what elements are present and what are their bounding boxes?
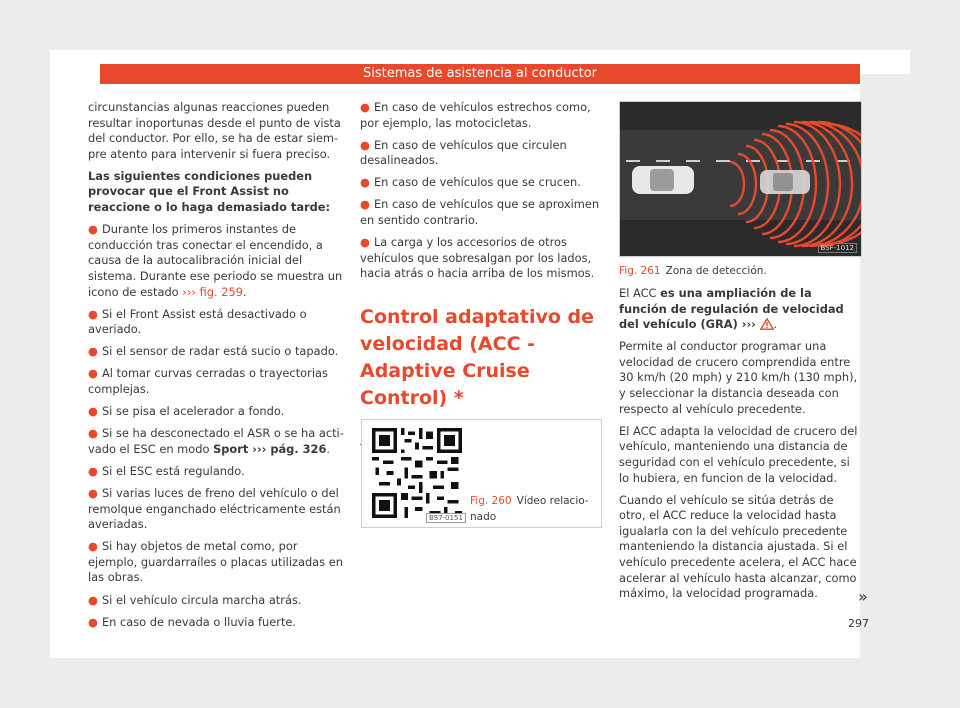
- qr-code-icon[interactable]: [372, 428, 462, 518]
- list-item: ● Al tomar curvas cerradas o trayectorias complejas.: [88, 366, 328, 396]
- list-item: ● Si el vehículo circula marcha atrás.: [88, 592, 302, 607]
- bullet-icon: ●: [88, 222, 98, 237]
- list-item: ● Si se pisa el acelerador a fondo.: [88, 404, 285, 419]
- list-item: ● Si varias luces de freno del vehículo o del remolque enganchado eléctricamente están averiadas.: [88, 485, 341, 532]
- column-middle: [360, 100, 600, 445]
- list-item: ● Si el ESC está regulando.: [88, 463, 245, 478]
- page-link[interactable]: Sport ››› pág. 326: [213, 441, 327, 456]
- page-gutter: [860, 74, 910, 658]
- bullet-icon: ●: [88, 614, 98, 629]
- paragraph: circunstancias algunas reacciones pueden resultar inoportunas desde el punto de vista del conductor. Por ello, se ha de estar siempre atento para intervenir si fuera preciso.: [88, 100, 341, 161]
- list-item: ● La carga y los accesorios de otros vehículos que sobresalgan por los lados, hacia atrás o hacia arriba de los mismos.: [360, 235, 595, 281]
- list-item: ● Si hay objetos de metal como, por ejemplo, guardarraíles o placas utilizadas en las obras.: [88, 539, 343, 585]
- figure-caption-text: Zona de detección.: [665, 265, 767, 277]
- figure-caption-text: Vídeo relacionado: [470, 495, 589, 523]
- bullet-icon: ●: [88, 344, 98, 359]
- chapter-header: Sistemas de asistencia al conductor: [100, 64, 860, 84]
- detection-zone-illustration: [620, 102, 861, 256]
- paragraph: Cuando el vehículo se sitúa detrás de otro, el ACC reduce la velocidad hasta igualarla con la del vehículo precedente manteniendo la distancia ajustada. Si el vehículo precedente acelera, el ACC hace acelerar al vehículo hasta alcanzar, como máximo, la velocidad programada.: [619, 492, 857, 601]
- warning-icon[interactable]: [760, 318, 774, 330]
- paragraph: Permite al conductor programar una velocidad de crucero comprendida entre 30 km/h (20 mph) y 210 km/h (130 mph), y seleccionar la distancia deseada con respecto al vehículo precedente.: [619, 339, 858, 416]
- conditions-heading: Las siguientes condiciones pueden provocar que el Front Assist no reaccione o lo haga demasiado tarde:: [88, 168, 331, 215]
- bullet-icon: ●: [88, 463, 98, 478]
- bullet-icon: ●: [88, 539, 98, 554]
- list-item: ● Si se ha desconectado el ASR o se ha activado el ESC en modo Sport ››› pág. 326.: [88, 426, 344, 456]
- list-item: ● Si el sensor de radar está sucio o tapado.: [88, 344, 339, 359]
- figure-261: [619, 101, 862, 257]
- figure-code: BS7-0151: [426, 513, 466, 523]
- bullet-icon: ●: [88, 485, 98, 500]
- figure-label: Fig. 260: [470, 495, 512, 507]
- bullet-icon: ●: [360, 197, 370, 212]
- bullet-icon: ●: [360, 235, 370, 250]
- list-item: ● En caso de vehículos que se aproximen en sentido contrario.: [360, 197, 600, 228]
- bullet-icon: ●: [88, 306, 98, 321]
- continue-mark: »: [858, 587, 868, 606]
- figure-link[interactable]: ››› fig. 259: [182, 284, 243, 299]
- bullet-icon: ●: [88, 426, 98, 441]
- paragraph: El ACC es una ampliación de la función de regulación de velocidad del vehículo (GRA) ››› .: [619, 286, 844, 332]
- section-title: Control adaptativo de velocidad (ACC - Adaptive Cruise Control) *: [360, 305, 595, 409]
- list-item: ● En caso de vehículos que se crucen.: [360, 175, 581, 190]
- figure-label: Fig. 261: [619, 265, 661, 277]
- list-item: ● En caso de vehículos estrechos como, por ejemplo, las motocicletas.: [360, 100, 591, 130]
- bullet-icon: ●: [88, 366, 98, 381]
- bullet-icon: ●: [360, 175, 370, 190]
- figure-caption: [470, 492, 595, 524]
- list-item: ● Durante los primeros instantes de conducción tras conectar el encendido, a causa de la autocalibración inicial del sistema. Durante ese periodo se muestra un icono de estado ››› fig. 259.: [88, 222, 343, 299]
- list-item: ● En caso de nevada o lluvia fuerte.: [88, 614, 297, 629]
- figure-caption: [619, 259, 860, 278]
- page-number: 297: [848, 617, 869, 630]
- bullet-icon: ●: [88, 404, 98, 419]
- column-left: [88, 100, 344, 637]
- figure-code: BSF-1012: [818, 243, 858, 253]
- bullet-icon: ●: [360, 137, 370, 152]
- bullet-icon: ●: [88, 592, 98, 607]
- list-item: ● Si el Front Assist está desactivado o averiado.: [88, 306, 307, 337]
- paragraph: El ACC adapta la velocidad de crucero del vehículo, manteniendo una distancia de seguridad con el vehículo precedente, si lo hubiera, en funcion de la velocidad.: [619, 423, 858, 485]
- figure-260: [361, 419, 602, 528]
- column-right: [619, 286, 860, 608]
- bullet-icon: ●: [360, 100, 370, 114]
- list-item: ● En caso de vehículos que circulen desalineados.: [360, 137, 567, 168]
